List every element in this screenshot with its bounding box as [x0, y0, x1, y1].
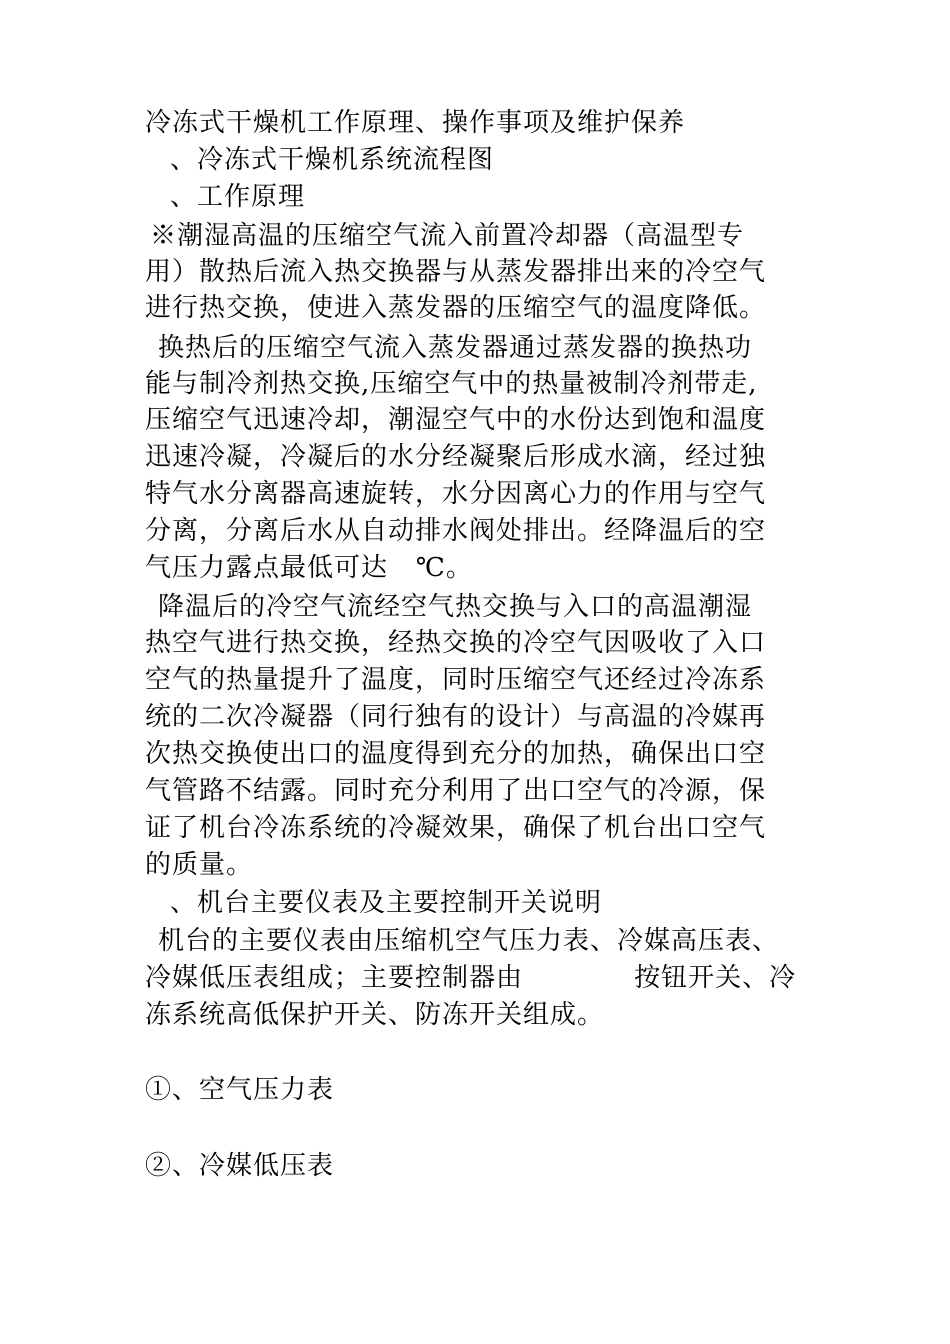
paragraph-line: 降温后的冷空气流经空气热交换与入口的高温潮湿: [158, 592, 753, 622]
paragraph-line: 用）散热后流入热交换器与从蒸发器排出来的冷空气: [145, 257, 767, 287]
list-item-air-pressure-gauge: ①、空气压力表: [145, 1075, 335, 1105]
paragraph-line: 压缩空气迅速冷却，潮湿空气中的水份达到饱和温度: [145, 405, 767, 435]
paragraph-line: 气管路不结露。同时充分利用了出口空气的冷源，保: [145, 776, 767, 806]
paragraph-line: 换热后的压缩空气流入蒸发器通过蒸发器的换热功: [158, 333, 753, 363]
paragraph-line: 统的二次冷凝器（同行独有的设计）与高温的冷媒再: [145, 702, 767, 732]
section-heading-instruments: 、机台主要仪表及主要控制开关说明: [170, 888, 603, 918]
paragraph-line: 冷媒低压表组成；主要控制器由 按钮开关、冷: [145, 963, 797, 993]
paragraph-line: 证了机台冷冻系统的冷凝效果，确保了机台出口空气: [145, 813, 767, 843]
section-heading-principle: 、工作原理: [170, 182, 306, 212]
paragraph-line: 分离，分离后水从自动排水阀处排出。经降温后的空: [145, 516, 767, 546]
paragraph-line: 次热交换使出口的温度得到充分的加热，确保出口空: [145, 739, 767, 769]
paragraph-line: 冻系统高低保护开关、防冻开关组成。: [145, 1000, 605, 1030]
paragraph-line: 能与制冷剂热交换,压缩空气中的热量被制冷剂带走,: [145, 369, 758, 399]
paragraph-line: 进行热交换，使进入蒸发器的压缩空气的温度降低。: [145, 293, 767, 323]
list-item-refrigerant-low-pressure-gauge: ②、冷媒低压表: [145, 1151, 335, 1181]
section-heading-flowchart: 、冷冻式干燥机系统流程图: [170, 145, 495, 175]
paragraph-line: 空气的热量提升了温度，同时压缩空气还经过冷冻系: [145, 665, 767, 695]
paragraph-line: 气压力露点最低可达 ℃。: [145, 553, 473, 583]
paragraph-line: 机台的主要仪表由压缩机空气压力表、冷媒高压表、: [158, 926, 780, 956]
paragraph-line: 热空气进行热交换，经热交换的冷空气因吸收了入口: [145, 628, 767, 658]
paragraph-line: ※潮湿高温的压缩空气流入前置冷却器（高温型专: [150, 221, 745, 251]
paragraph-line: 的质量。: [145, 850, 254, 880]
paragraph-line: 迅速冷凝，冷凝后的水分经凝聚后形成水滴，经过独: [145, 442, 767, 472]
document-title: 冷冻式干燥机工作原理、操作事项及维护保养: [145, 108, 686, 138]
paragraph-line: 特气水分离器高速旋转，水分因离心力的作用与空气: [145, 479, 767, 509]
